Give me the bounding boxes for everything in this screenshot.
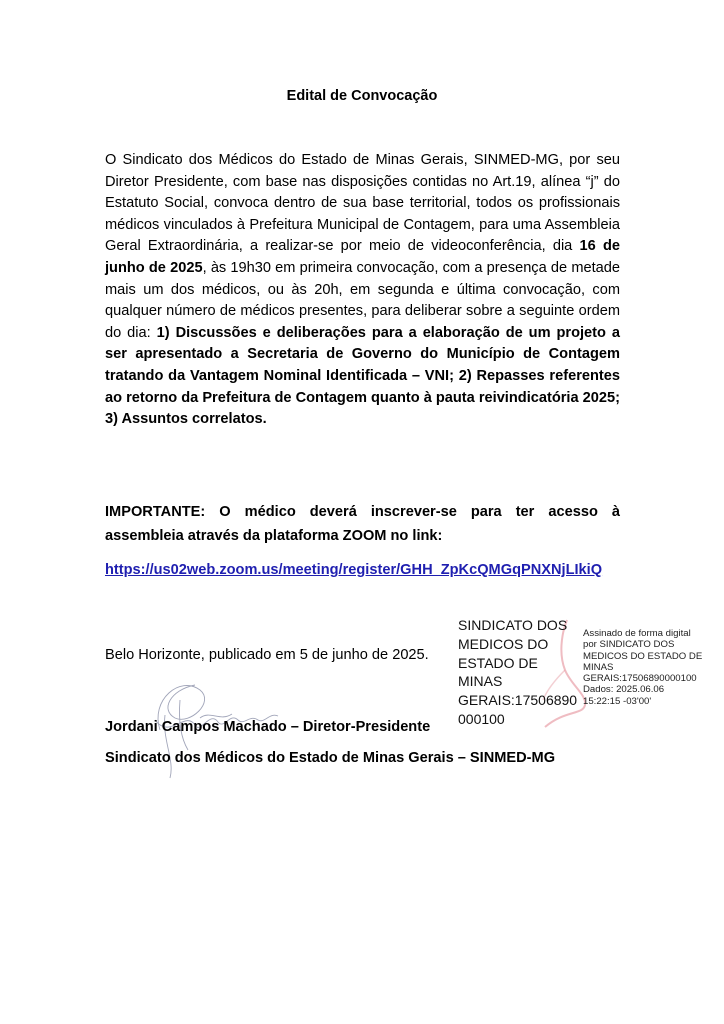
paragraph-text-2: , às 19h30 em primeira convocação, com a presença de metade mais um dos médicos, ou às 20h, em segunda e última convocação, com qualquer número de médicos presentes, para deliberar sobre a seguinte ordem do dia: xyxy=(105,259,620,341)
digital-signature-name-line: SINDICATO DOS xyxy=(458,617,568,633)
digital-signature-info-line: GERAIS:17506890000100 xyxy=(583,673,697,685)
meeting-date: 16 de junho de 2025 xyxy=(105,238,620,276)
digital-signature-name xyxy=(458,616,578,729)
organization-name: Sindicato dos Médicos do Estado de Minas Gerais – SINMED-MG xyxy=(105,750,556,766)
document-title: Edital de Convocação xyxy=(286,88,438,104)
digital-signature-name-line: 000100 xyxy=(458,710,505,727)
paragraph-text-1: O Sindicato dos Médicos do Estado de Minas Gerais, SINMED-MG, por seu Diretor Presidente, com base nas disposições contidas no Art.19, alínea “j” do Estatuto Social, convoca dentro de sua base territorial, todos os profissionais médicos vinculados à Prefeitura Municipal de Contagem, para uma Assembleia Geral Extraordinária, a realizar-se por meio de videoconferência, dia xyxy=(105,152,620,255)
zoom-registration-link[interactable]: https://us02web.zoom.us/meeting/register/GHH_ZpKcQMGqPNXNjLIkiQ xyxy=(105,562,603,578)
digital-signature-info-line: Assinado de forma digital xyxy=(583,628,691,639)
digital-signature-name-line: GERAIS:17506890 xyxy=(458,692,578,709)
digital-signature-name-line: MINAS xyxy=(458,673,503,690)
digital-signature-name-line: MEDICOS DO xyxy=(458,635,549,652)
place-and-date: Belo Horizonte, publicado em 5 de junho de 2025. xyxy=(105,647,429,663)
digital-signature-info-line: MINAS xyxy=(583,661,614,673)
digital-signature-info-line: por SINDICATO DOS xyxy=(583,639,675,651)
digital-signature-info xyxy=(583,628,718,707)
signer-name: Jordani Campos Machado – Diretor-Presidente xyxy=(105,719,431,735)
important-notice: IMPORTANTE: O médico deverá inscrever-se para ter acesso à assembleia através da plataforma ZOOM no link: xyxy=(105,504,620,544)
digital-signature-info-line: MEDICOS DO ESTADO DE xyxy=(583,650,703,662)
digital-signature-info-line: 15:22:15 -03'00' xyxy=(583,695,652,707)
convocation-paragraph xyxy=(105,150,620,431)
agenda-items: 1) Discussões e deliberações para a elaboração de um projeto a ser apresentado a Secretaria de Governo do Município de Contagem tratando da Vantagem Nominal Identificada – VNI; 2) Repasses referentes ao retorno da Prefeitura de Contagem quanto à pauta reivindicatória 2025; 3) Assuntos correlatos. xyxy=(105,324,621,428)
digital-signature-info-line: Dados: 2025.06.06 xyxy=(583,684,665,696)
digital-signature-name-line: ESTADO DE xyxy=(458,654,538,671)
